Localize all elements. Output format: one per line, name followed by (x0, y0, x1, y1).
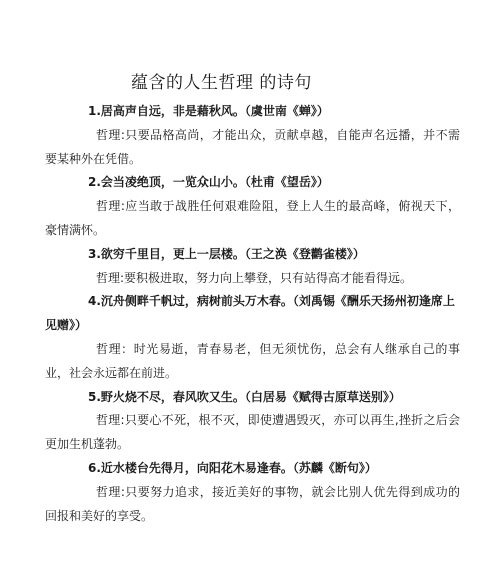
philosophy-paragraph-1: 哲理:只要品格高尚，才能出众，贡献卓越，自能声名远播，并不需要某种外在凭借。 (45, 127, 460, 166)
page-title: 蕴含的人生哲理 的诗句 (131, 73, 312, 93)
philosophy-paragraph-3: 哲理:要积极进取，努力向上攀登，只有站得高才能看得远。 (96, 270, 413, 285)
poem-line-3: 3.欲穷千里目，更上一层楼。（王之涣《登鹳雀楼》） (88, 246, 365, 261)
philosophy-paragraph-5: 哲理:只要心不死，根不灭，即使遭遇毁灭，亦可以再生,挫折之后会更加生机蓬勃。 (45, 413, 460, 452)
poem-line-1: 1.居高声自远，非是藉秋风。（虞世南《蝉》） (88, 104, 329, 118)
poem-line-5: 5.野火烧不尽，春风吹又生。（白居易《赋得古原草送别》） (88, 389, 401, 404)
document-body (45, 100, 460, 528)
poem-line-2: 2.会当凌绝顶，一览众山小。（杜甫《望岳》） (88, 175, 329, 190)
poem-line-6: 6.近水楼台先得月，向阳花木易逢春。（苏麟《断句》） (88, 460, 377, 475)
poem-line-4: 4.沉舟侧畔千帆过，病树前头万木春。（刘禹锡《酬乐天扬州初逢席上见赠》） (45, 294, 455, 333)
philosophy-paragraph-2: 哲理:应当敢于战胜任何艰难险阻，登上人生的最高峰，俯视天下，豪情满怀。 (45, 199, 460, 237)
philosophy-paragraph-6: 哲理:只要努力追求，接近美好的事物，就会比别人优先得到成功的回报和美好的享受。 (45, 484, 460, 523)
philosophy-paragraph-4: 哲理：时光易逝，青春易老，但无须忧伤，总会有人继承自己的事业，社会永远都在前进。 (45, 341, 460, 380)
